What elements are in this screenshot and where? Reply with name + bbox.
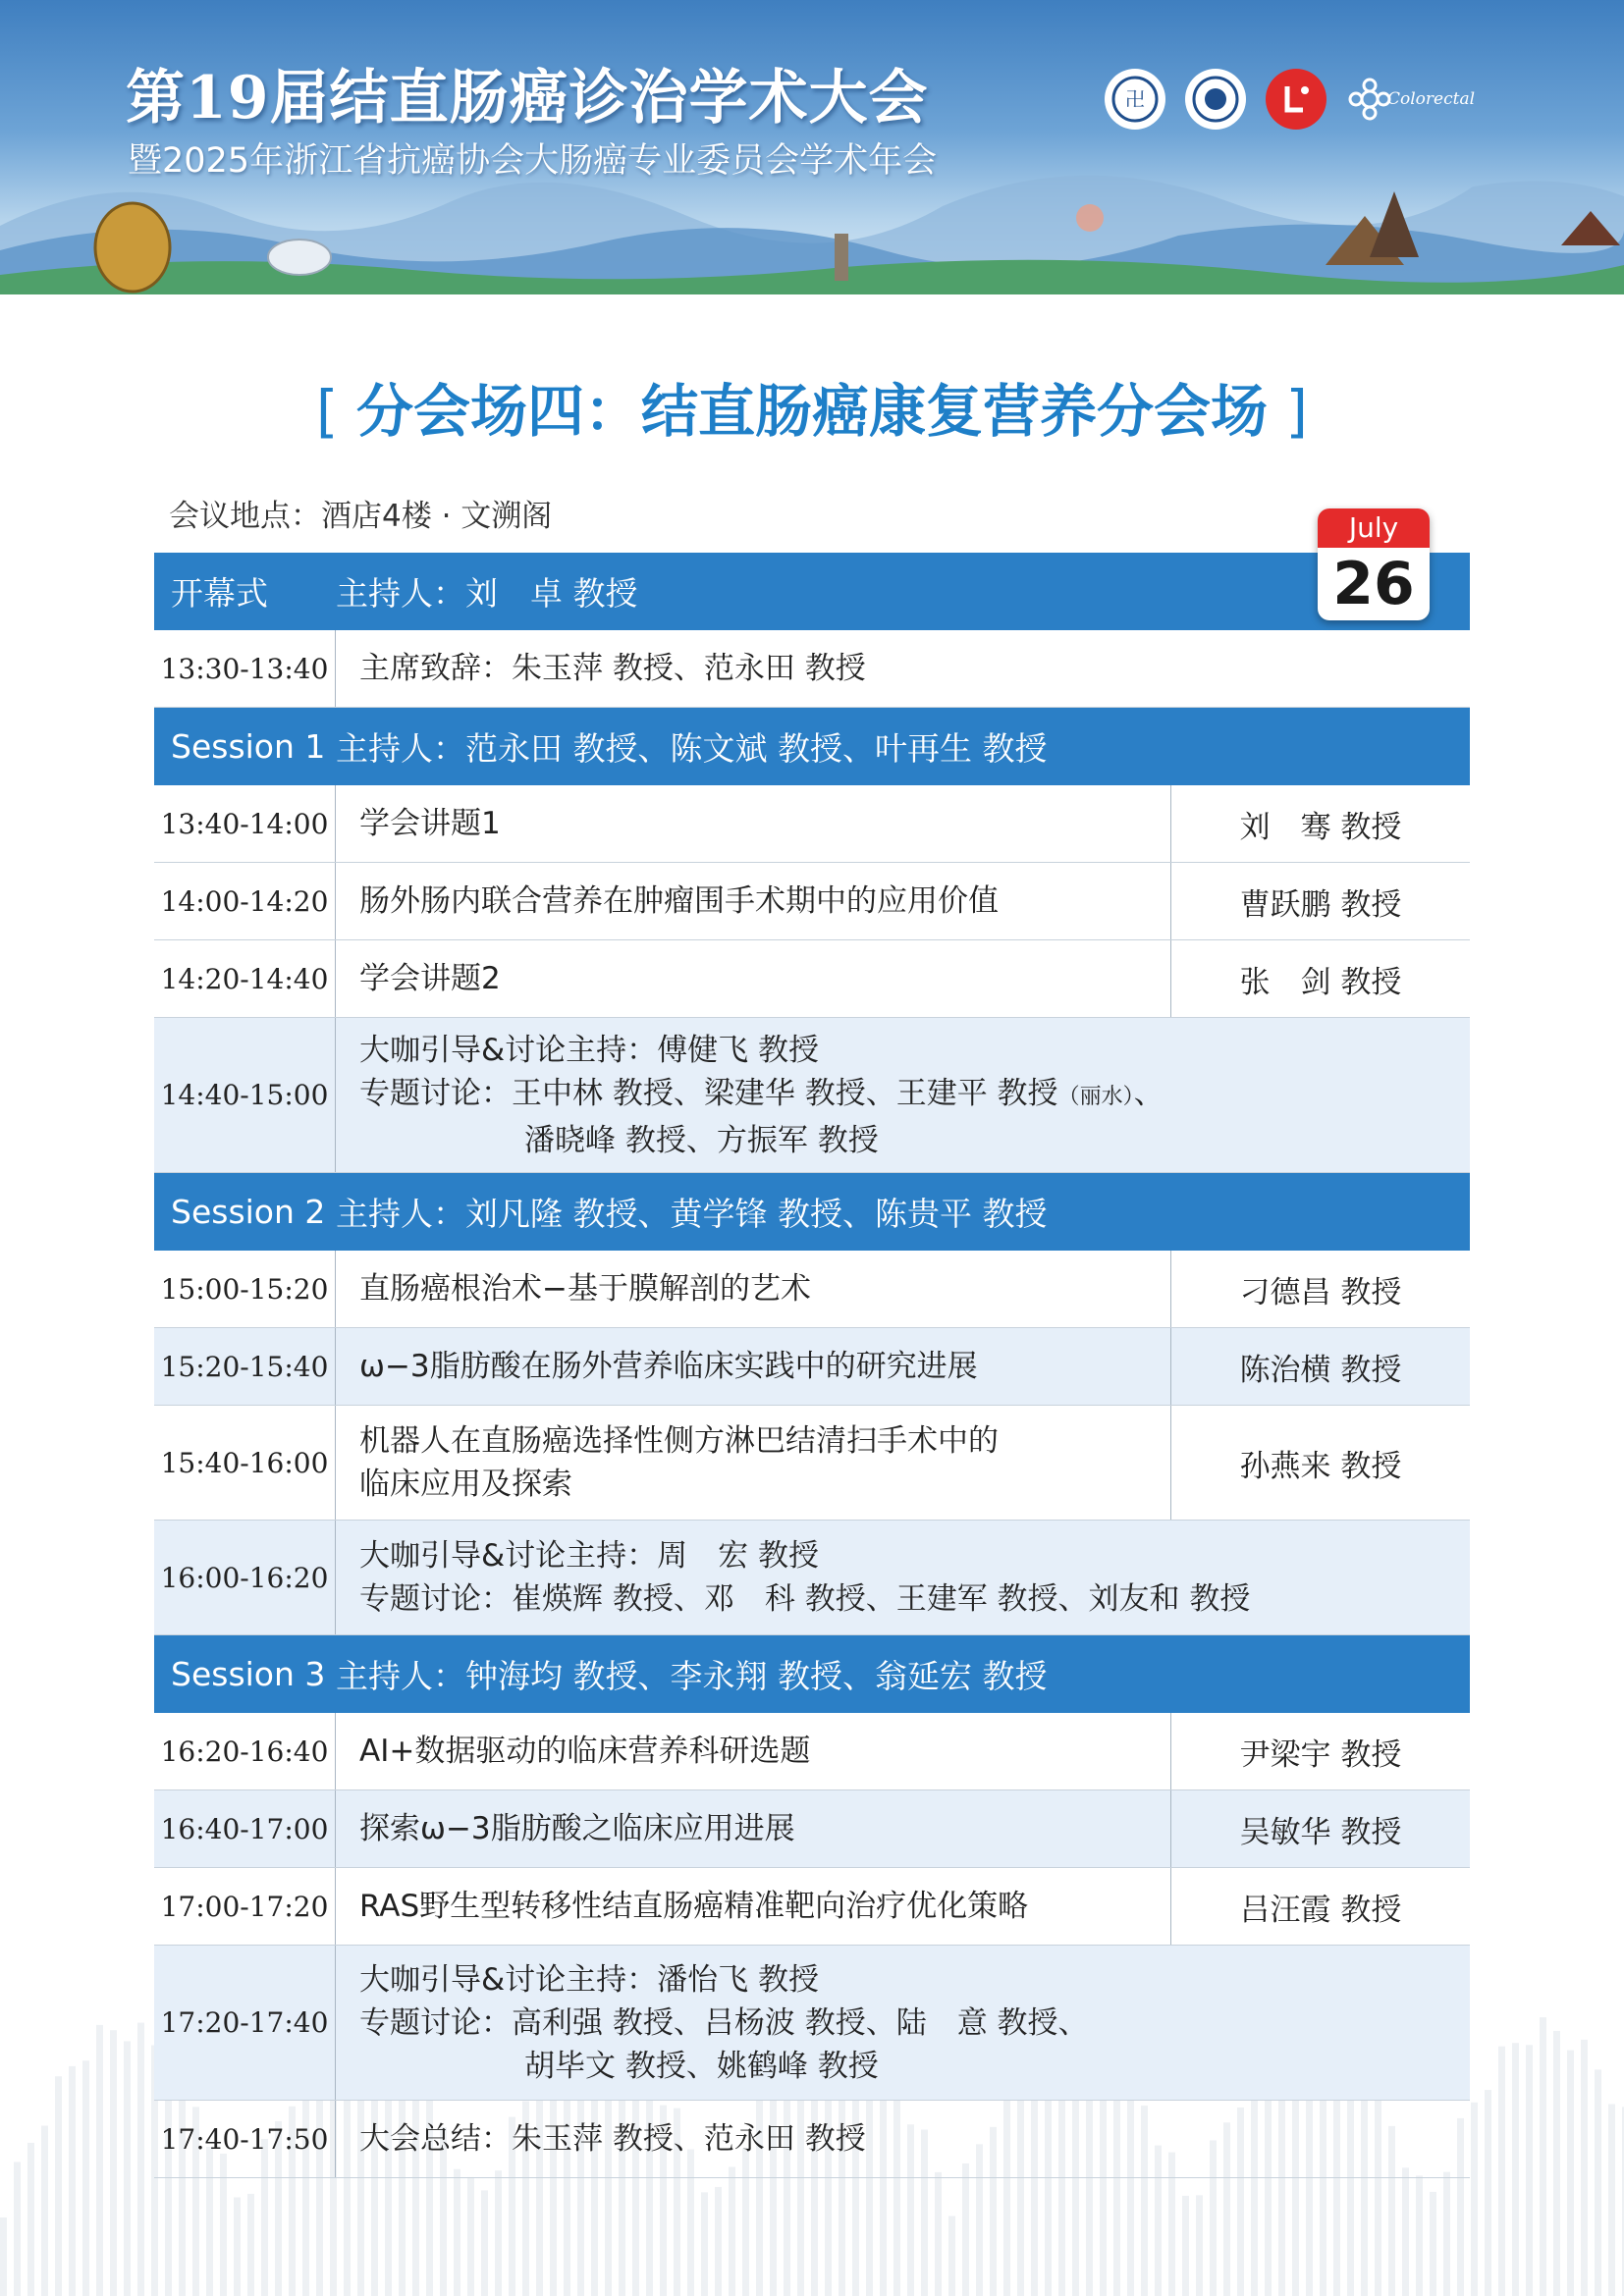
topic-line: RAS野生型转移性结直肠癌精准靶向治疗优化策略	[359, 1889, 1029, 1924]
discussion-panel	[359, 1577, 1470, 1621]
decorative-bar	[1182, 2196, 1189, 2296]
date-day: 26	[1332, 550, 1415, 618]
time-cell: 15:00-15:20	[154, 1251, 336, 1327]
topic-line: 学会讲题2	[359, 961, 501, 996]
decorative-bar	[481, 2190, 488, 2296]
decorative-bar	[1581, 2040, 1588, 2296]
discussion-panelists: 专题讨论：高利强 教授、吕杨波 教授、陆 意 教授、	[359, 2004, 1089, 2041]
topic-cell	[336, 630, 1470, 707]
decorative-bar	[701, 2192, 708, 2296]
decorative-bar	[495, 2170, 502, 2296]
decorative-bar	[948, 2216, 955, 2296]
agenda-row	[154, 863, 1470, 940]
decorative-bar	[1595, 2069, 1601, 2296]
decorative-bar	[1416, 2175, 1423, 2296]
discussion-moderator: 大咖引导&讨论主持：潘怡飞 教授	[359, 1961, 820, 1998]
decorative-bar	[1471, 2103, 1478, 2296]
svg-text:卍: 卍	[1125, 87, 1145, 111]
discussion-moderator: 大咖引导&讨论主持：傅健飞 教授	[359, 1032, 820, 1068]
session-hosts: 主持人：钟海均 教授、李永翔 教授、翁延宏 教授	[336, 1657, 1048, 1695]
time-cell: 16:40-17:00	[154, 1790, 336, 1867]
discussion-row	[154, 1018, 1470, 1173]
topic-cell	[336, 940, 1170, 1017]
decorative-bar	[1553, 2031, 1560, 2296]
colorectal-logo-text: Colorectal	[1387, 89, 1476, 109]
agenda-row	[154, 940, 1470, 1018]
discussion-panelists-cont: 胡毕文 教授、姚鹤峰 教授	[524, 2048, 879, 2084]
time-cell: 15:40-16:00	[154, 1406, 336, 1520]
topic-line: 直肠癌根治术−基于膜解剖的艺术	[359, 1271, 811, 1307]
time-cell: 13:30-13:40	[154, 630, 336, 707]
decorative-bar	[82, 2060, 89, 2296]
decorative-bar	[1443, 2172, 1450, 2296]
session-label: Session 2	[171, 1193, 326, 1231]
brand-logo-icon	[1266, 69, 1326, 130]
speaker-cell: 张 剑 教授	[1170, 940, 1470, 1017]
topic-cell	[336, 863, 1170, 939]
session-header-row	[154, 1635, 1470, 1713]
date-badge	[1318, 508, 1430, 620]
decorative-bar	[1540, 2017, 1546, 2296]
decorative-bar	[137, 2023, 144, 2296]
topic-line: 主席致辞：朱玉萍 教授、范永田 教授	[359, 651, 866, 686]
time-cell: 14:20-14:40	[154, 940, 336, 1017]
agenda-row	[154, 1868, 1470, 1946]
session-label: Session 3	[171, 1655, 326, 1693]
speaker-cell: 吴敏华 教授	[1170, 1790, 1470, 1867]
session-header-row	[154, 553, 1470, 630]
session-header-row	[154, 1173, 1470, 1251]
decorative-bar	[27, 2143, 34, 2296]
topic-line: 机器人在直肠癌选择性侧方淋巴结清扫手术中的	[359, 1423, 999, 1459]
time-cell: 14:40-15:00	[154, 1018, 336, 1172]
session-label: 开幕式	[171, 574, 268, 613]
agenda-row	[154, 1790, 1470, 1868]
association-logo-icon	[1105, 69, 1165, 130]
discussion-tail: 、	[1133, 1075, 1164, 1111]
topic-cell	[336, 1946, 1470, 2100]
session-hosts: 主持人：刘凡隆 教授、黄学锋 教授、陈贵平 教授	[336, 1195, 1048, 1233]
topic-line: 学会讲题1	[359, 806, 501, 841]
decorative-bar	[69, 2066, 76, 2296]
topic-cell	[336, 1251, 1170, 1327]
session-hosts: 主持人：范永田 教授、陈文斌 教授、叶再生 教授	[336, 729, 1048, 768]
discussion-row	[154, 1521, 1470, 1635]
decorative-bar	[1430, 2192, 1436, 2296]
topic-line: 肠外肠内联合营养在肿瘤围手术期中的应用价值	[359, 883, 999, 919]
decorative-bar	[935, 2172, 942, 2296]
time-cell: 15:20-15:40	[154, 1328, 336, 1405]
decorative-bar	[234, 2197, 241, 2296]
time-cell: 17:40-17:50	[154, 2101, 336, 2177]
agenda-row	[154, 2101, 1470, 2178]
decorative-bar	[247, 2194, 254, 2296]
decorative-bar	[715, 2187, 722, 2296]
decorative-bar	[14, 2162, 21, 2296]
decorative-bar	[1608, 2104, 1615, 2296]
session-hosts: 主持人：刘 卓 教授	[336, 574, 638, 613]
decorative-bar	[962, 2163, 969, 2296]
header-banner	[0, 0, 1624, 294]
topic-line: 临床应用及探索	[359, 1467, 572, 1502]
decorative-bar	[1567, 2051, 1574, 2296]
agenda-row	[154, 785, 1470, 863]
agenda-row	[154, 1251, 1470, 1328]
logo-group	[1105, 69, 1475, 130]
time-cell: 13:40-14:00	[154, 785, 336, 862]
topic-cell	[336, 1521, 1470, 1634]
time-cell: 16:00-16:20	[154, 1521, 336, 1634]
topic-cell	[336, 1790, 1170, 1867]
session-title-text: 分会场四：结直肠癌康复营养分会场	[355, 378, 1268, 445]
decorative-bar	[1402, 2167, 1409, 2296]
venue-text: 会议地点：酒店4楼 · 文溯阁	[169, 499, 553, 534]
session-header-row	[154, 708, 1470, 785]
decorative-bar	[729, 2167, 735, 2296]
session-title	[0, 365, 1624, 448]
speaker-cell: 刁德昌 教授	[1170, 1251, 1470, 1327]
discussion-row	[154, 1946, 1470, 2101]
session-label: Session 1	[171, 727, 326, 766]
decorative-bar	[41, 2126, 48, 2296]
speaker-cell: 孙燕来 教授	[1170, 1406, 1470, 1520]
agenda-row	[154, 1713, 1470, 1790]
decorative-bar	[55, 2076, 62, 2296]
speaker-cell: 曹跃鹏 教授	[1170, 863, 1470, 939]
topic-cell	[336, 1018, 1470, 1172]
topic-cell	[336, 1406, 1170, 1520]
decorative-bar	[1512, 2043, 1519, 2296]
schedule-table	[154, 553, 1470, 2178]
decorative-bar	[454, 2169, 460, 2296]
conference-subtitle: 暨2025年浙江省抗癌协会大肠癌专业委员会学术年会	[128, 141, 938, 181]
topic-cell	[336, 1713, 1170, 1789]
speaker-cell: 刘 骞 教授	[1170, 785, 1470, 862]
discussion-moderator: 大咖引导&讨论主持：周 宏 教授	[359, 1538, 820, 1574]
colorectal-logo	[1346, 76, 1475, 123]
discussion-panel	[359, 2002, 1470, 2045]
decorative-bar	[1485, 2090, 1491, 2296]
decorative-bar	[1498, 2047, 1505, 2296]
conference-title: 第19届结直肠癌诊治学术大会	[126, 64, 929, 133]
discussion-panelists: 专题讨论：王中林 教授、梁建华 教授、王建平 教授	[359, 1075, 1058, 1111]
decorative-bar	[96, 2025, 103, 2296]
decorative-bar	[467, 2177, 474, 2296]
hospital-logo-icon	[1185, 69, 1246, 130]
topic-line: 大会总结：朱玉萍 教授、范永田 教授	[359, 2121, 866, 2157]
discussion-panelists-cont: 潘晓峰 教授、方振军 教授	[524, 1122, 879, 1158]
time-cell: 17:20-17:40	[154, 1946, 336, 2100]
topic-line: AI+数据驱动的临床营养科研选题	[359, 1734, 811, 1769]
speaker-cell: 吕汪霞 教授	[1170, 1868, 1470, 1945]
bracket-right-icon: ]	[1268, 378, 1309, 445]
discussion-panel	[359, 1072, 1470, 1119]
decorative-bar	[110, 2030, 117, 2296]
date-month: July	[1318, 508, 1430, 548]
speaker-cell: 陈治横 教授	[1170, 1328, 1470, 1405]
topic-line: ω−3脂肪酸在肠外营养临床实践中的研究进展	[359, 1349, 978, 1384]
decorative-bar	[1196, 2195, 1203, 2296]
topic-line: 探索ω−3脂肪酸之临床应用进展	[359, 1811, 795, 1846]
agenda-row	[154, 1406, 1470, 1521]
topic-cell	[336, 2101, 1470, 2177]
decorative-bar	[1526, 2045, 1533, 2296]
topic-cell	[336, 785, 1170, 862]
agenda-row	[154, 630, 1470, 708]
discussion-note: （丽水）	[1057, 1084, 1134, 1109]
flower-logo-icon	[1346, 76, 1393, 123]
agenda-row	[154, 1328, 1470, 1406]
time-cell: 14:00-14:20	[154, 863, 336, 939]
topic-cell	[336, 1328, 1170, 1405]
time-cell: 16:20-16:40	[154, 1713, 336, 1789]
speaker-cell: 尹梁宇 教授	[1170, 1713, 1470, 1789]
bracket-left-icon: [	[315, 378, 356, 445]
discussion-panelists: 专题讨论：崔煐辉 教授、邓 科 教授、王建军 教授、刘友和 教授	[359, 1581, 1251, 1617]
decorative-bar	[0, 2217, 7, 2296]
time-cell: 17:00-17:20	[154, 1868, 336, 1945]
topic-cell	[336, 1868, 1170, 1945]
decorative-bar	[124, 2041, 131, 2296]
